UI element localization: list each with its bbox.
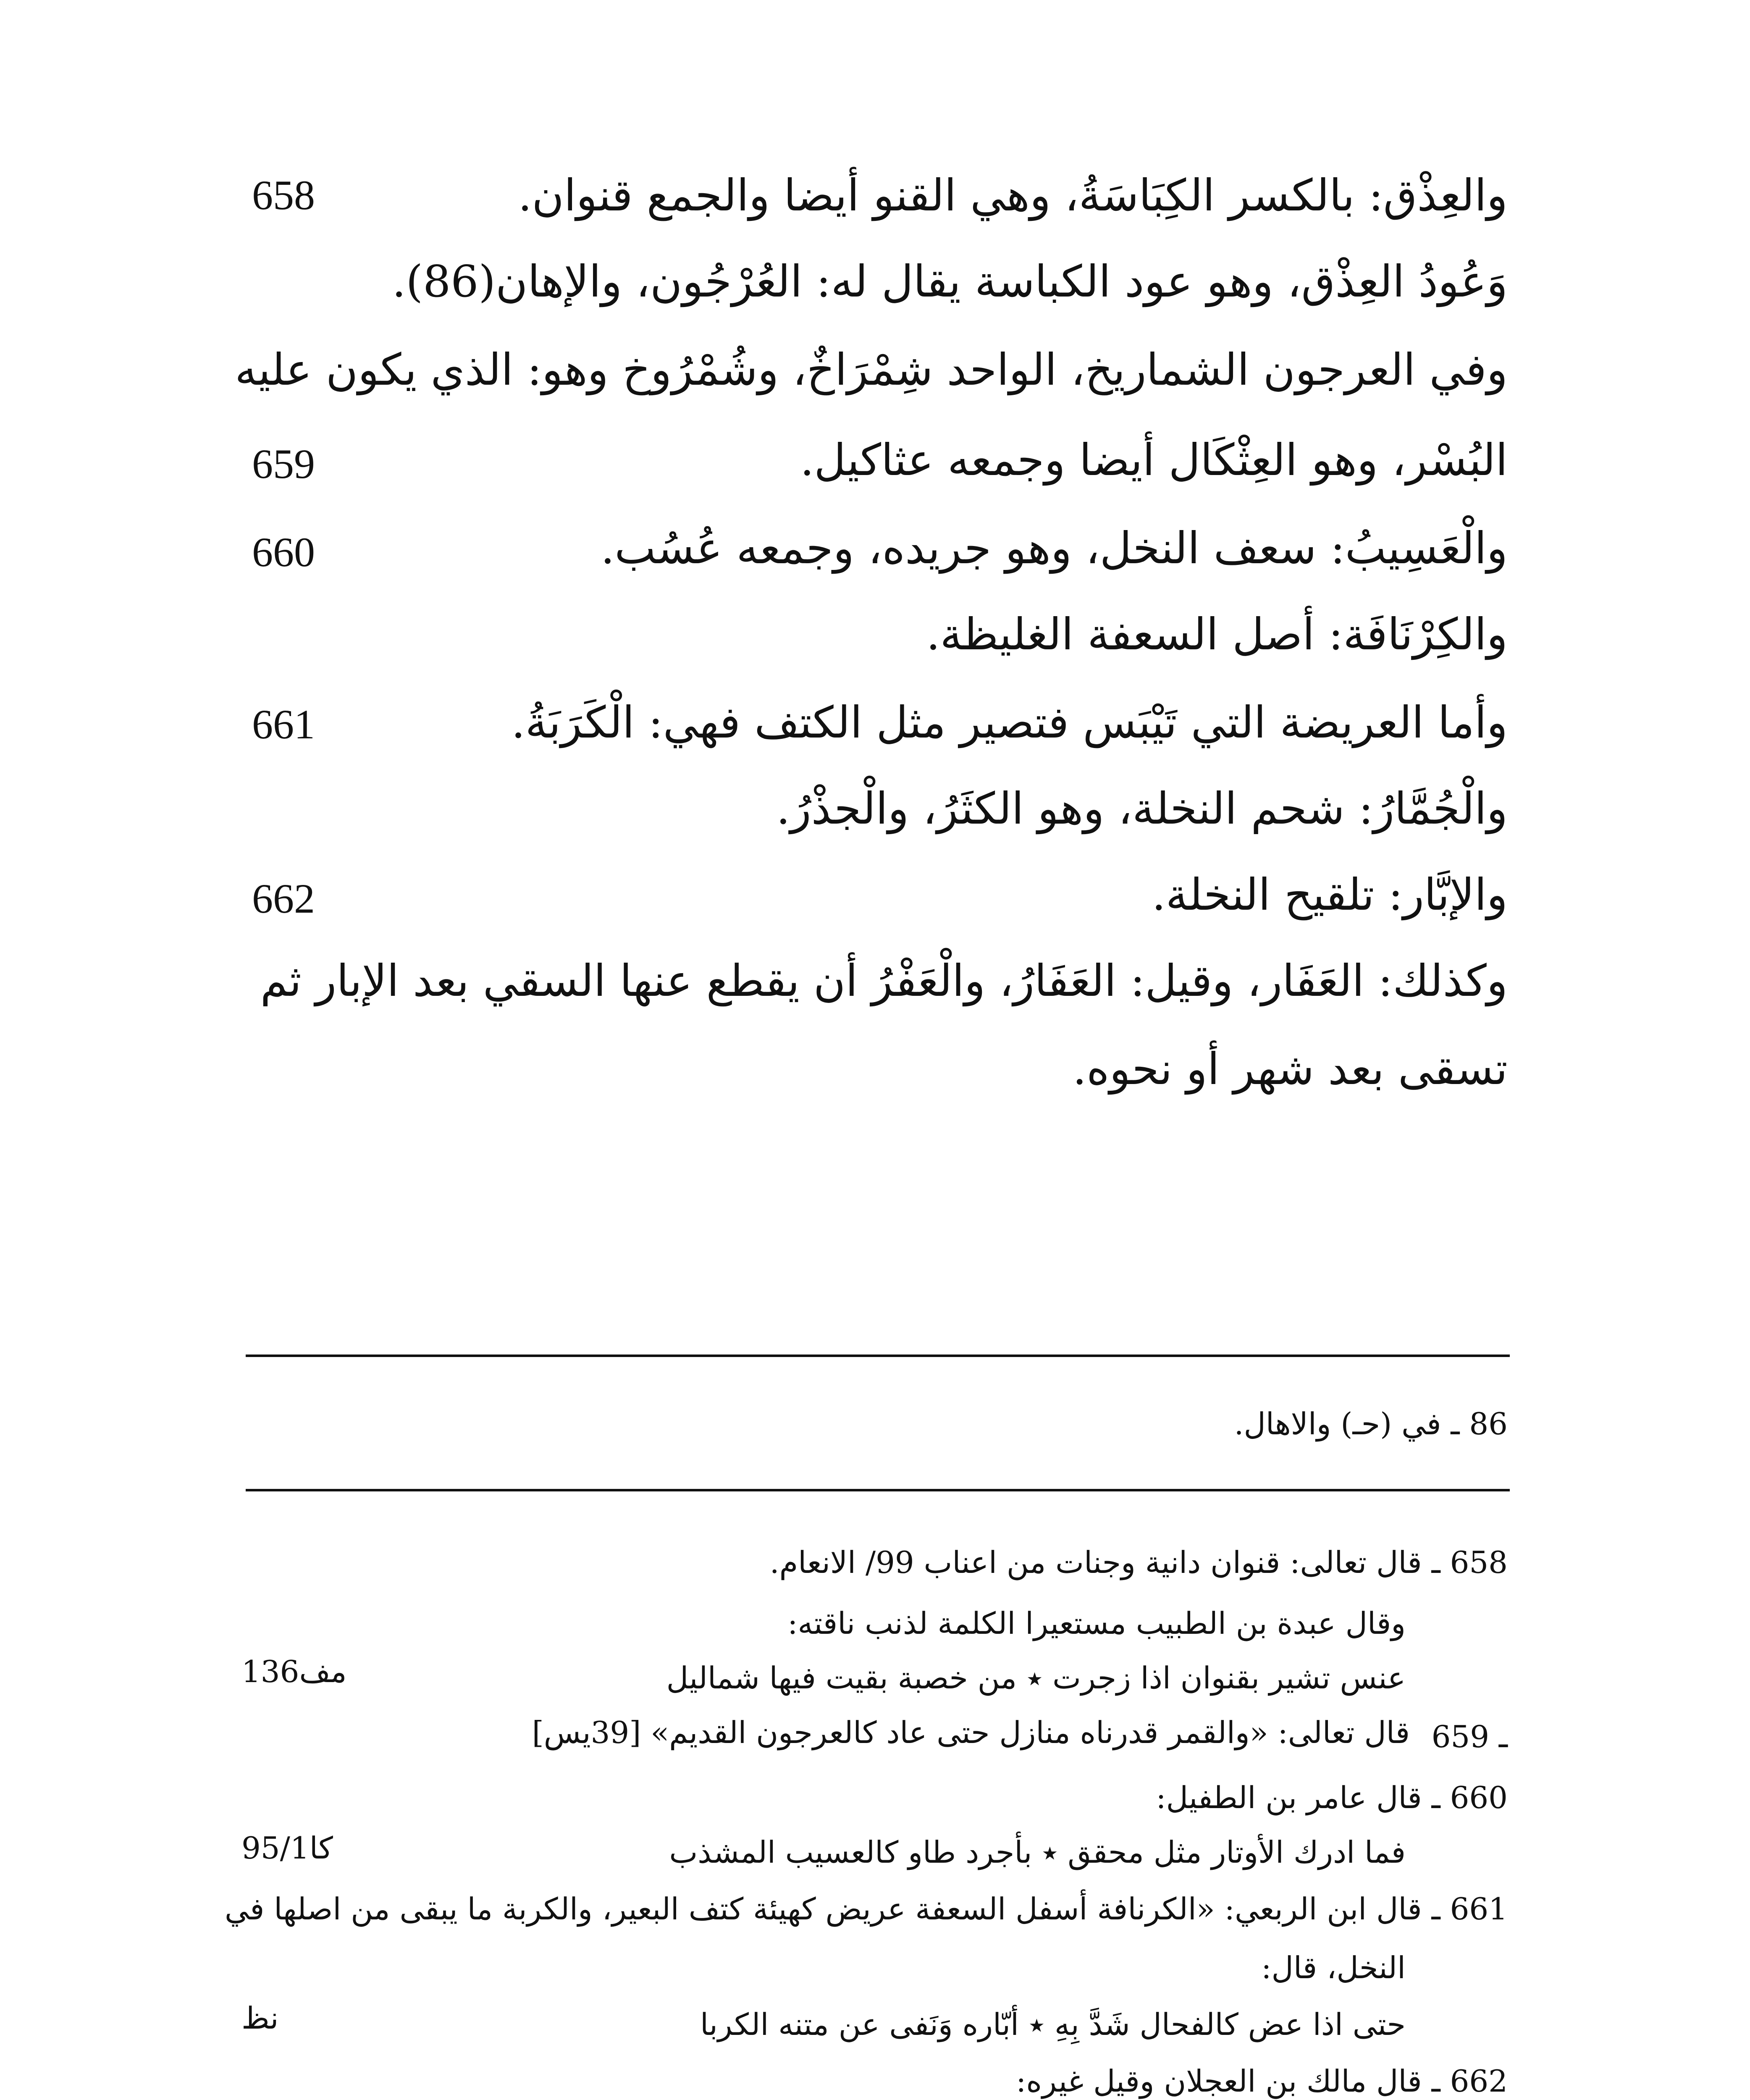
footnote-source-label: نظ [241, 2000, 279, 2036]
verse-number-658: 658 [252, 172, 315, 218]
footnote-line: النخل، قال: [1261, 1950, 1406, 1985]
main-line-10: وكذلك: العَفَار، وقيل: العَفَارُ، والْعَفْرُ أن يقطع عنها السقي بعد الإبار ثم [260, 955, 1508, 1006]
footnote-line: 658 ـ قال تعالى: قنوان دانية وجنات من اعناب 99/ الانعام. [769, 1545, 1508, 1580]
footnote-line: 660 ـ قال عامر بن الطفيل: [1156, 1780, 1508, 1815]
footnote-line: فما ادرك الأوتار مثل محقق ٭ بأجرد طاو كالعسيب المشذب [669, 1835, 1406, 1870]
main-line-6: والكِرْنَافَة: أصل السعفة الغليظة. [926, 609, 1508, 660]
verse-number-659: 659 [252, 441, 315, 487]
main-line-7: وأما العريضة التي تَيْبَس فتصير مثل الكتف فهي: الْكَرَبَةُ. [511, 697, 1508, 748]
rule-bottom [246, 1489, 1510, 1491]
footnote-number: ـ 659 [1431, 1719, 1508, 1754]
main-line-8: والْجُمَّارُ: شحم النخلة، وهو الكثَرُ، والْجذْرُ. [776, 783, 1508, 834]
footnote-source-label: كا95/1 [241, 1830, 333, 1866]
main-line-3: وفي العرجون الشماريخ، الواحد شِمْرَاخٌ، وشُمْرُوخ وهو: الذي يكون عليه [235, 344, 1508, 395]
footnote-line: قال تعالى: «والقمر قدرناه منازل حتى عاد كالعرجون القديم» [39يس] [532, 1715, 1410, 1750]
rule-top [246, 1354, 1510, 1357]
footnote-source-label: مف136 [241, 1654, 347, 1689]
main-line-1: والعِذْق: بالكسر الكِبَاسَةُ، وهي القنو أيضا والجمع قنوان. [518, 170, 1508, 221]
verse-number-662: 662 [252, 875, 315, 922]
verse-number-661: 661 [252, 701, 315, 748]
footnote-line: وقال عبدة بن الطبيب مستعيرا الكلمة لذنب ناقته: [787, 1606, 1406, 1641]
footnote-line: عنس تشير بقنوان اذا زجرت ٭ من خصبة بقيت فيها شماليل [666, 1660, 1406, 1696]
verse-number-660: 660 [252, 529, 315, 575]
main-line-9: والإبَّار: تلقيح النخلة. [1152, 869, 1508, 920]
footnote-line: 662 ـ قال مالك بن العجلان وقيل غيره: [1016, 2063, 1508, 2099]
main-line-2: وَعُودُ العِذْق، وهو عود الكباسة يقال له: العُرْجُون، والإهان(86). [392, 256, 1508, 307]
variant-note: 86 ـ في (حـ) والاهال. [1234, 1406, 1508, 1441]
footnote-line: حتى اذا عض كالفحال شَدَّ بِهِ ٭ أبّاره وَنَفى عن متنه الكربا [700, 2007, 1406, 2042]
main-line-11: تسقى بعد شهر أو نحوه. [1073, 1043, 1508, 1095]
main-line-5: والْعَسِيبُ: سعف النخل، وهو جريده، وجمعه عُسُب. [601, 522, 1508, 574]
footnote-line: 661 ـ قال ابن الربعي: «الكرنافة أسفل السعفة عريض كهيئة كتف البعير، والكربة ما يبقى من اصلها في [224, 1891, 1508, 1927]
main-line-4: البُسْر، وهو العِثْكَال أيضا وجمعه عثاكيل. [800, 434, 1508, 486]
